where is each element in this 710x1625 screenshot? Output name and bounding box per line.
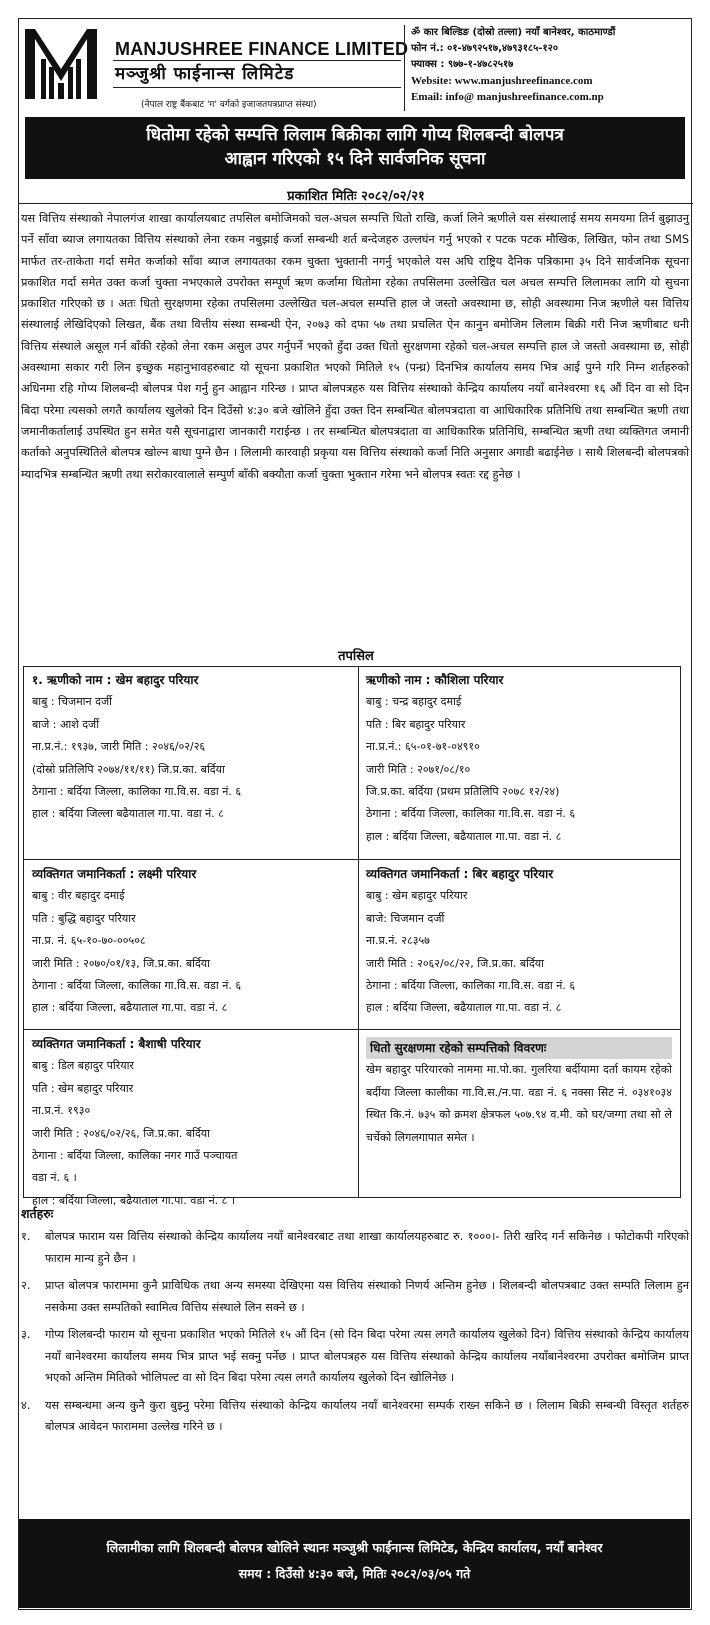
conditions-list bbox=[21, 1226, 689, 1444]
detail-line: ना.प्र. नं. ६५-१०-७०-००५०८ bbox=[32, 934, 146, 948]
condition-item bbox=[21, 1324, 689, 1389]
footer-venue: लिलामीका लागि शिलबन्दी बोलपत्र खोलिने स्थानः मञ्जुश्री फाईनान्स लिमिटेड, केन्द्रिय कार्यालय, नयाँ बानेश्वर bbox=[106, 1540, 603, 1555]
borrower-1-details bbox=[32, 691, 354, 825]
schedule-heading: तपसिल bbox=[338, 649, 374, 664]
guarantor-3-cell bbox=[32, 1033, 354, 1212]
detail-line: जारी मिति : २०६२/०८/२२, जि.प्र.का. बर्दिया bbox=[366, 956, 545, 970]
borrower-1-heading: १. ऋणीको नाम : खेम बहादुर परियार bbox=[32, 673, 199, 687]
guarantor-2-details bbox=[366, 885, 678, 1019]
detail-line: जारी मिति : २०७०/०१/१३, जि.प्र.का. बर्दिया bbox=[32, 956, 211, 970]
detail-line: बाबु : डिल बहादुर परियार bbox=[32, 1059, 134, 1073]
detail-line: ठेगाना : बर्दिया जिल्ला, कालिका गा.वि.स. वडा नं. ६ bbox=[32, 979, 242, 993]
guarantor-1-cell bbox=[32, 863, 354, 1020]
property-description: खेम बहादुर परियारको नाममा मा.पो.का. गुलरिया बर्दीयामा दर्ता कायम रहेको बर्दीया जिल्ला कालीका गा.वि.स./न.पा. वडा नं. ६ नक्सा सिट नं. ०३४१०३४ स्थित कि.नं. ७३५ को क्रमश क्षेत्रफल ५०७.९४ व.मी. को घर/जग्गा तथा सो ले चर्चेको लिगलगापात समेत । bbox=[366, 1063, 672, 1144]
footer-banner bbox=[19, 1519, 690, 1608]
detail-line: बाबु : चन्द्र बहादुर दमाई bbox=[366, 695, 462, 709]
table-divider bbox=[24, 859, 680, 860]
header-rule bbox=[113, 87, 401, 88]
detail-line: पति : बुद्धि बहादुर परियार bbox=[32, 911, 136, 925]
details-table bbox=[23, 666, 681, 1207]
detail-line: हाल : बर्दिया जिल्ला, बढैयाताल गा.पा. वडा नं. ८ bbox=[366, 829, 562, 843]
detail-line: पति : बिर बहादुर परियार bbox=[366, 717, 466, 731]
address: ॐ कार बिल्डिङ (दोस्रो तल्ला) नयाँ बानेश्वर, काठमाण्डौं bbox=[411, 27, 616, 38]
table-divider bbox=[358, 667, 359, 1197]
published-date: प्रकाशित मितिः २०८२/०२/२१ bbox=[287, 189, 425, 204]
guarantor-3-heading: व्यक्तिगत जमानिकर्ता : बैशाषी परियार bbox=[32, 1037, 201, 1051]
detail-line: जारी मिति : २०४६/०२/२६, जि.प्र.का. बर्दिया bbox=[32, 1126, 211, 1140]
detail-line: (दोस्रो प्रतिलिपि २०७४/११/११) जि.प्र.का. बर्दिया bbox=[32, 762, 225, 776]
notice-frame bbox=[18, 18, 692, 1610]
guarantor-1-heading: व्यक्तिगत जमानिकर्ता : लक्ष्मी परियार bbox=[32, 867, 197, 881]
company-name-english: MANJUSHREE FINANCE LIMITED bbox=[115, 39, 409, 59]
condition-item bbox=[21, 1275, 689, 1318]
footer-time: समय : दिउँसो ४:३० बजे, मितिः २०८२/०३/०५ गते bbox=[238, 1566, 471, 1581]
property-cell bbox=[366, 1037, 672, 1149]
detail-line: ना.प्र.नं.: ६५-०१-७१-०४९१० bbox=[366, 740, 480, 754]
detail-line: ना.प्र.नं. २८३५७ bbox=[366, 934, 430, 948]
condition-number: ४. bbox=[21, 1398, 31, 1412]
detail-line: ठेगाना : बर्दिया जिल्ला, कालिका गा.वि.स. वडा नं. ६ bbox=[32, 785, 242, 799]
detail-line: जि.प्र.का. बर्दिया (प्रथम प्रतिलिपि २०७८ १२/२४) bbox=[366, 785, 560, 799]
detail-line: हाल : बर्दिया जिल्ला बढैयाताल गा.पा. वडा नं. ८ bbox=[32, 807, 224, 821]
condition-number: ३. bbox=[21, 1328, 31, 1341]
borrower-2-details bbox=[366, 691, 678, 848]
detail-line: हाल : बर्दिया जिल्ला, बढैयाताल गा.पा. वडा नं. ८ bbox=[366, 1001, 562, 1015]
divider bbox=[19, 203, 693, 204]
detail-line: पति : खेम बहादुर परियार bbox=[32, 1081, 134, 1095]
detail-line: बाजे: चिजमान दर्जी bbox=[366, 911, 445, 925]
header-divider bbox=[404, 25, 405, 111]
contact-block bbox=[411, 25, 691, 105]
detail-line: ठेगाना : बर्दिया जिल्ला, कालिका नगर गाउँ पञ्चायत bbox=[32, 1149, 238, 1163]
company-name-nepali: मञ्जुश्री फाईनान्स लिमिटेड bbox=[115, 64, 295, 84]
guarantor-1-details bbox=[32, 885, 354, 1019]
detail-line: हाल : बर्दिया जिल्ला, बढैयाताल गा.पा. वडा नं. ८ bbox=[32, 1001, 228, 1015]
detail-line: ठेगाना : बर्दिया जिल्ला, कालिका गा.वि.स. वडा नं. ६ bbox=[366, 979, 576, 993]
condition-number: १. bbox=[21, 1230, 31, 1243]
condition-item bbox=[21, 1226, 689, 1269]
notice-body: यस वित्तिय संस्थाको नेपालगंज शाखा कार्यालयबाट तपसिल बमोजिमको चल-अचल सम्पत्ति धितो राखि, कर्जा लिने ऋणीले यस संस्थालाई समय समयमा तिर्न बुझाउनु पर्ने साँवा ब्याज लगायतका वित्तिय संस्थाको लेना रकम नबुझाई कर्जा सम्बन्धी शर्त बन्देजहरु उल्लघंन गर्नु भएको र पटक पटक मौखिक, लिखित, फोन तथा SMS मार्फत तर-ताकेता गर्दा समेत कर्जाको साँवा ब्याज लगायतका रकम चुक्ता भुक्तानी नगर्नु भएकोले यस अघि राष्ट्रिय दैनिक पत्रिकामा ३५ दिने सार्वजनिक सूचना प्रकाशित गर्दा समेत उक्त कर्जा चुक्ता नभएकाले उपरोक्त सम्पूर्ण ऋण कर्जामा धितोमा रहेका तपसिलमा उल्लेखित चल अचल सम्पत्ति लिलामका लागि यो सुचना प्रकाशित गरिएको छ । अतः धितो सुरक्षणमा रहेका तपसिलमा उल्लेखित चल-अचल सम्पत्ति हाल जे जस्तो अवस्थामा छ, सोही अवस्थामा निज ऋणीले यस वित्तिय संस्थालाई लेखिदिएको लिखत, बैंक तथा वित्तीय संस्था सम्बन्धी ऐन, २०७३ को दफा ५७ तथा प्रचलित ऐन कानुन बमोजिम लिलाम बिक्री गरी निज ऋणीबाट धनी वित्तिय संस्थाले असूल गर्न बाँकी रहेको लेना रकम असुल उपर गर्नुपर्ने भएको हुँदा उक्त धितो सुरक्षणमा रहेको चल-अचल सम्पत्ति हाल जे जस्तो अवस्थामा छ, सोही अवस्थामा सकार गरी लिन इच्छुक महानुभावहरुबाट यो सूचना प्रकाशित भएको मितिले १५ (पन्ध्र) दिनभित्र कार्यालय समय भित्र आई पुग्ने गरि निम्न शर्तहरुको अधिनमा रहि गोप्य शिलबन्दी बोलपत्र पेश गर्नु हुन आह्वान गरिन्छ । प्राप्त बोलपत्रहरु यस वित्तिय संस्थाको केन्द्रिय कार्यालय नयाँ बानेश्वरमा १६ औं दिन वा सो दिन बिदा परेमा त्यसको लगतै कार्यालय खुलेको दिन दिउँसो ४:३० बजे खोलिने हुँदा उक्त दिन सम्बन्धित बोलपत्रदाता वा आधिकारिक प्रतिनिधि तथा सम्बन्धित ऋणी तथा जमानीकर्तालाई उपस्थित हुन समेत यसै सूचनाद्वारा जानकारी गराईन्छ । तर सम्बन्धित बोलपत्रदाता वा आधिकारिक प्रतिनिधि, सम्बन्धित ऋणी तथा व्यक्तिगत जमानी कर्ताको अनुपस्थितिले बोलपत्र खोल्न बाधा पुग्ने छैन । लिलामी कारवाही प्रकृया यस वित्तिय संस्थाको कर्जा निति अनुसार अगाडी बढाईनेछ । साथै शिलबन्दी बोलपत्रको म्यादभित्र सम्बन्धित ऋणी तथा सरोकारवालाले सम्पुर्ण बाँकी बक्यौता कर्जा चुक्ता भुक्तान गरेमा भने बोलपत्र स्वतः रद्द हुनेछ । bbox=[21, 212, 689, 481]
company-logo bbox=[25, 29, 97, 99]
condition-item bbox=[21, 1395, 689, 1438]
guarantor-2-heading: व्यक्तिगत जमानिकर्ता : बिर बहादुर परियार bbox=[366, 867, 554, 881]
borrower-2-heading: ऋणीको नाम : कौशिला परियार bbox=[366, 673, 504, 687]
phone: फोन नं.: ०१-४७९२५१७,४७९३१८५-१२० bbox=[411, 43, 559, 54]
title-banner bbox=[25, 117, 685, 179]
detail-line: ठेगाना : बर्दिया जिल्ला, कालिका गा.वि.स. वडा नं. ६ bbox=[366, 807, 576, 821]
borrower-1-cell bbox=[32, 669, 354, 826]
guarantor-2-cell bbox=[366, 863, 678, 1020]
detail-line: बाबु : खेम बहादुर परियार bbox=[366, 889, 468, 903]
borrower-2-cell bbox=[366, 669, 678, 848]
title-line-2: आह्वान गरिएको १५ दिने सार्वजनिक सूचना bbox=[224, 149, 486, 169]
condition-number: २. bbox=[21, 1279, 31, 1292]
detail-line: ना.प्र.नं.: १९३७, जारी मिति : २०४६/०२/२६ bbox=[32, 740, 206, 754]
table-divider bbox=[24, 1029, 680, 1030]
guarantor-3-details bbox=[32, 1055, 354, 1212]
detail-line: बाबु : चिजमान दर्जी bbox=[32, 695, 112, 709]
fax: फ्याक्स : ९७७-१-४७८२५१७ bbox=[411, 59, 514, 70]
condition-text: प्राप्त बोलपत्र फाराममा कुनै प्राविधिक तथा अन्य समस्या देखिएमा यस वित्तिय संस्थाको निणर्य अन्तिम हुनेछ । शिलबन्दी बोलपत्रबाट उक्त सम्पति लिलाम हुन नसकेमा उक्त सम्पतिको स्वामित्व वित्तिय संस्थाले लिन सक्ने छ । bbox=[45, 1279, 689, 1314]
detail-line: जारी मिति : २०७१/०८/१० bbox=[366, 762, 471, 776]
conditions-heading: शर्तहरुः bbox=[21, 1206, 54, 1221]
detail-line: बाबु : वीर बहादुर दमाई bbox=[32, 889, 125, 903]
condition-text: यस सम्बन्धमा अन्य कुनै कुरा बुझ्नु परेमा वित्तिय संस्थाको केन्द्रिय कार्यालय नयाँ बानेश्वरमा सम्पर्क राख्न सकिने छ । लिलाम बिक्री सम्बन्धी विस्तृत शर्तहरु बोलपत्र आवेदन फाराममा उल्लेख गरिने छ । bbox=[45, 1398, 689, 1433]
title-line-1: धितोमा रहेको सम्पत्ति लिलाम बिक्रीका लागि गोप्य शिलबन्दी बोलपत्र bbox=[146, 125, 564, 145]
property-heading: धितो सुरक्षणमा रहेको सम्पत्तिको विवरणः bbox=[366, 1037, 672, 1059]
email-link[interactable]: Email: info@ manjushreefinance.com.np bbox=[411, 91, 604, 103]
company-subtitle: (नेपाल राष्ट्र बैंकबाट 'ग' वर्गको इजाजतपत्रप्राप्त संस्था) bbox=[141, 100, 317, 110]
detail-line: ना.प्र.नं. १९३० bbox=[32, 1104, 91, 1118]
detail-line: बाजे : आशे दर्जी bbox=[32, 717, 100, 731]
website-link[interactable]: Website: www.manjushreefinance.com bbox=[411, 75, 593, 87]
condition-text: बोलपत्र फाराम यस वित्तिय संस्थाको केन्द्रिय कार्यालय नयाँ बानेश्वरबाट तथा शाखा कार्यालयहरुबाट रु. १०००।- तिरी खरिद गर्न सकिनेछ । फोटोकपी गरिएको फाराम मान्य हुने छैन । bbox=[45, 1230, 689, 1265]
condition-text: गोप्य शिलबन्दी फाराम यो सूचना प्रकाशित भएको मितिले १५ औं दिन (सो दिन बिदा परेमा त्यस लगतै कार्यालय खुलेको दिन) वित्तिय संस्थाको केन्द्रिय कार्यालय नयाँ बानेश्वरमा कार्यालय समय भित्र प्राप्त भई सक्नु पर्नेछ । प्राप्त बोलपत्रहरु यस वित्तिय संस्थाको केन्द्रिय कार्यालय नयाँबानेश्वरमा उपरोक्त बमोजिम प्राप्त भएको अन्तिम मितिको भोलिपल्ट वा सो दिन बिदा परेमा त्यस लगतै कार्यालय खुलेको दिन खोलिनेछ । bbox=[45, 1328, 689, 1384]
detail-line: वडा नं. ६ । bbox=[32, 1171, 77, 1185]
header bbox=[19, 19, 693, 119]
detail-line: हाल : बर्दिया जिल्ला, बढैयाताल गा.पा. वडा नं. ८ । bbox=[32, 1193, 236, 1207]
